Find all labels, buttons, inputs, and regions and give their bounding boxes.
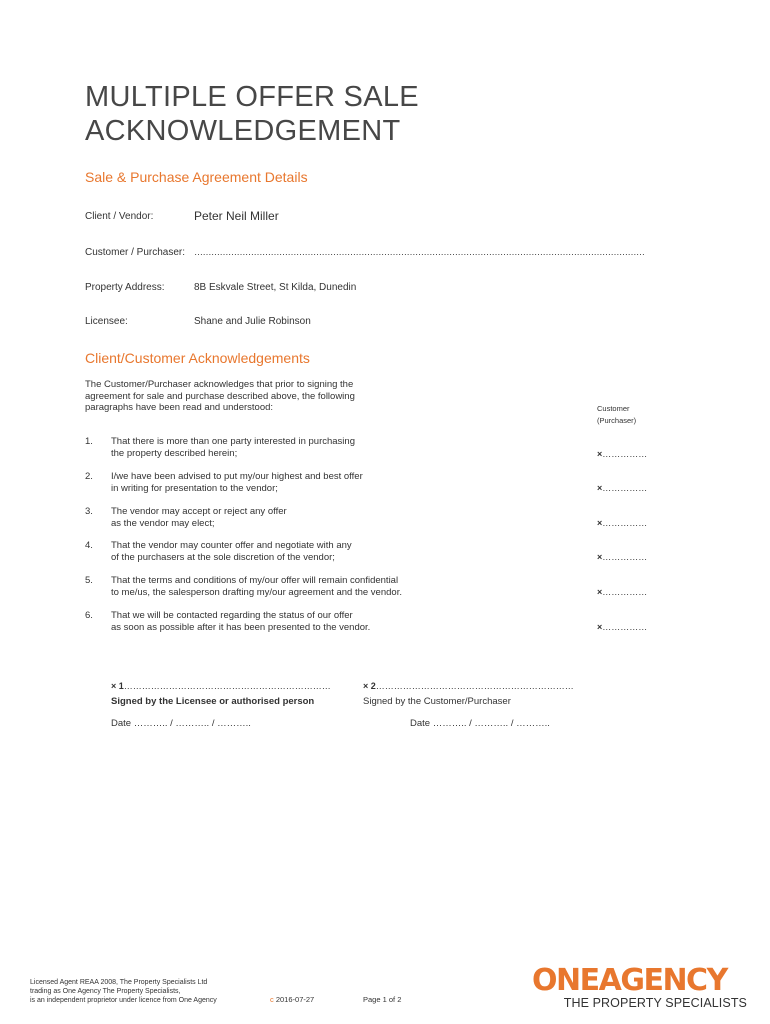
initial-x-mark: × xyxy=(597,483,603,493)
licensee-signature-mark: × 1 xyxy=(111,681,124,691)
initial-x-mark: × xyxy=(597,449,603,459)
version-mark: c xyxy=(270,995,274,1004)
version-date: 2016-07-27 xyxy=(275,995,315,1004)
item-text-line-2: as the vendor may elect; xyxy=(111,517,215,529)
licensee-value[interactable]: Shane and Julie Robinson xyxy=(194,316,311,327)
item-text-line-2: in writing for presentation to the vendor; xyxy=(111,482,278,494)
item-text-line-1: That there is more than one party interested in purchasing xyxy=(111,436,355,447)
footer-line-3: is an independent proprietor under licence from One Agency xyxy=(30,997,217,1004)
licensee-signature-line: …………………………………………………………… xyxy=(123,681,331,691)
item-text-line-1: That the vendor may counter offer and negotiate with any xyxy=(111,540,352,551)
item-text xyxy=(111,540,441,563)
item-text-line-2: the property described herein; xyxy=(111,447,238,459)
customer-purchaser-label: Customer / Purchaser: xyxy=(85,247,186,258)
initial-line: …………… xyxy=(602,587,648,597)
client-vendor-value[interactable]: Peter Neil Miller xyxy=(194,209,279,223)
initial-field[interactable] xyxy=(597,518,647,528)
item-text-line-2: of the purchasers at the sole discretion of the vendor; xyxy=(111,551,335,563)
customer-date-field[interactable]: Date ……….. / ……….. / ……….. xyxy=(410,718,550,729)
acknowledgements-intro: The Customer/Purchaser acknowledges that prior to signing the agreement for sale and purchase described above, the following paragraphs have been read and understood: xyxy=(85,379,355,413)
one-agency-logo xyxy=(532,963,747,1010)
document-version xyxy=(270,995,314,1004)
item-text-line-1: I/we have been advised to put my/our highest and best offer xyxy=(111,471,363,482)
customer-signature-label: Signed by the Customer/Purchaser xyxy=(363,696,511,707)
item-number: 4. xyxy=(85,540,93,551)
item-number: 2. xyxy=(85,471,93,482)
initial-field[interactable] xyxy=(597,587,647,597)
item-text-line-1: The vendor may accept or reject any offer xyxy=(111,506,287,517)
logo-wordmark: ONEAGENCY xyxy=(532,963,727,998)
item-text xyxy=(111,575,441,598)
initial-x-mark: × xyxy=(597,622,603,632)
page-title-line-2: ACKNOWLEDGEMENT xyxy=(85,115,401,147)
client-vendor-label: Client / Vendor: xyxy=(85,211,154,222)
initial-field[interactable] xyxy=(597,483,647,493)
item-text xyxy=(111,506,441,529)
item-text xyxy=(111,610,441,633)
initial-line: …………… xyxy=(602,622,648,632)
customer-signature-line: ………………………………………………………… xyxy=(375,681,574,691)
initial-line: …………… xyxy=(602,449,648,459)
licensee-signature-field[interactable] xyxy=(111,681,331,691)
customer-column-header-line-1: Customer xyxy=(597,404,630,413)
page-number: Page 1 of 2 xyxy=(363,995,402,1004)
customer-signature-mark: × 2 xyxy=(363,681,376,691)
footer-line-1: Licensed Agent REAA 2008, The Property Specialists Ltd xyxy=(30,979,208,986)
property-address-value[interactable]: 8B Eskvale Street, St Kilda, Dunedin xyxy=(194,282,357,293)
item-number: 5. xyxy=(85,575,93,586)
initial-field[interactable] xyxy=(597,449,647,459)
footer-line-2: trading as One Agency The Property Specialists, xyxy=(30,988,181,995)
item-number: 6. xyxy=(85,610,93,621)
customer-signature-field[interactable] xyxy=(363,681,574,691)
item-number: 1. xyxy=(85,436,93,447)
initial-line: …………… xyxy=(602,518,648,528)
licensee-date-field[interactable]: Date ……….. / ……….. / ……….. xyxy=(111,718,251,729)
initial-x-mark: × xyxy=(597,587,603,597)
item-text-line-1: That the terms and conditions of my/our offer will remain confidential xyxy=(111,575,399,586)
logo-tagline: THE PROPERTY SPECIALISTS xyxy=(563,996,747,1010)
acknowledgements-heading: Client/Customer Acknowledgements xyxy=(85,350,310,366)
customer-purchaser-field[interactable]: …………………………………………………………………………………………………………………………………………… xyxy=(194,247,645,257)
initial-line: …………… xyxy=(602,552,648,562)
initial-line: …………… xyxy=(602,483,648,493)
item-text xyxy=(111,436,441,459)
initial-field[interactable] xyxy=(597,552,647,562)
item-text-line-2: as soon as possible after it has been presented to the vendor. xyxy=(111,621,371,633)
licensee-label: Licensee: xyxy=(85,316,128,327)
page-title-line-1: MULTIPLE OFFER SALE xyxy=(85,81,419,113)
customer-column-header-line-2: (Purchaser) xyxy=(597,416,637,425)
item-text xyxy=(111,471,441,494)
page-title xyxy=(85,80,419,148)
customer-column-header xyxy=(597,403,636,427)
item-text-line-2: to me/us, the salesperson drafting my/our agreement and the vendor. xyxy=(111,586,402,598)
agreement-details-heading: Sale & Purchase Agreement Details xyxy=(85,169,308,185)
initial-x-mark: × xyxy=(597,518,603,528)
item-number: 3. xyxy=(85,506,93,517)
licensee-signature-label: Signed by the Licensee or authorised person xyxy=(111,696,315,707)
footer-legal-text xyxy=(30,978,217,1005)
item-text-line-1: That we will be contacted regarding the status of our offer xyxy=(111,610,353,621)
initial-x-mark: × xyxy=(597,552,603,562)
property-address-label: Property Address: xyxy=(85,282,165,293)
initial-field[interactable] xyxy=(597,622,647,632)
